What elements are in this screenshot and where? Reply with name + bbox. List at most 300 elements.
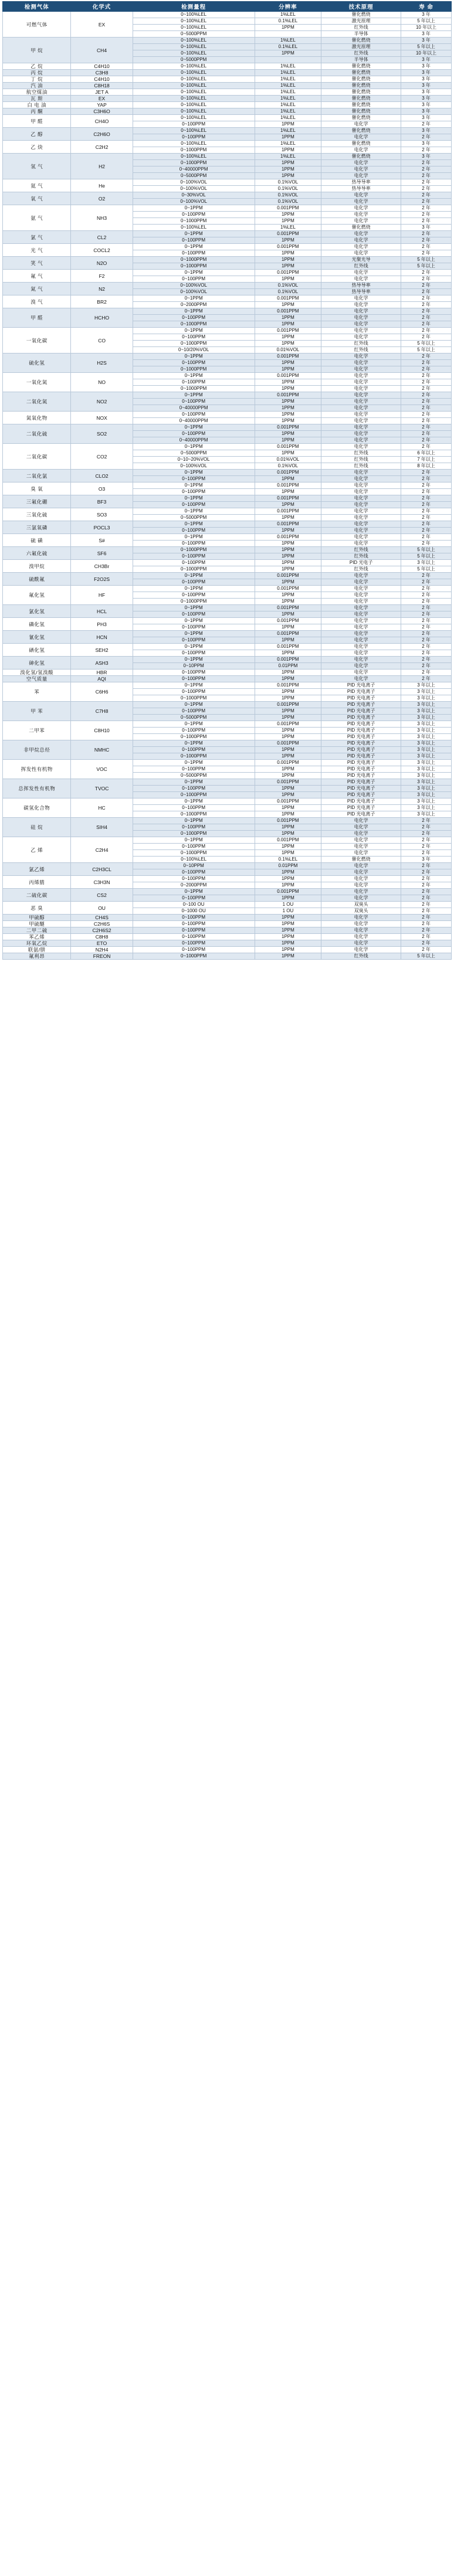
cell-life: 2 年 [401, 392, 452, 399]
cell-range: 0~100PPM [133, 489, 255, 495]
cell-resolution: 1PPM [255, 695, 321, 702]
cell-resolution: 1PPM [255, 895, 321, 902]
cell-life: 5 年以上 [401, 263, 452, 270]
cell-range: 0~100PPM [133, 947, 255, 953]
cell-technology: 催化燃烧 [321, 83, 401, 89]
cell-technology: 电化学 [321, 328, 401, 334]
cell-life: 2 年 [401, 399, 452, 405]
cell-technology: 电化学 [321, 876, 401, 882]
cell-range: 0~100%VOL [133, 463, 255, 470]
cell-resolution: 1PPM [255, 315, 321, 321]
cell-technology: 电化学 [321, 412, 401, 418]
cell-resolution: 1PPM [255, 773, 321, 779]
cell-life: 3 年以上 [401, 702, 452, 708]
table-row [3, 953, 452, 960]
cell-range: 0~1PPM [133, 231, 255, 237]
cell-technology: 电化学 [321, 270, 401, 276]
cell-range: 0~100PPM [133, 934, 255, 940]
table-row [3, 837, 452, 844]
cell-technology: 电化学 [321, 844, 401, 850]
cell-technology: 电化学 [321, 515, 401, 521]
cell-resolution: 1PPM [255, 553, 321, 560]
cell-technology: 催化燃烧 [321, 76, 401, 83]
table-row [3, 283, 452, 289]
cell-technology: 半导体 [321, 31, 401, 38]
cell-formula: NOX [71, 412, 133, 424]
cell-formula: C2H3CL [71, 863, 133, 876]
cell-formula: O2 [71, 192, 133, 205]
cell-range: 0~1PPM [133, 270, 255, 276]
cell-resolution: 1PPM [255, 947, 321, 953]
cell-resolution: 1%LEL [255, 154, 321, 160]
cell-life: 2 年 [401, 624, 452, 631]
cell-range: 0~40000PPM [133, 166, 255, 173]
cell-technology: 红外线 [321, 566, 401, 573]
cell-formula: N2H4 [71, 947, 133, 953]
header-life: 寿 命 [401, 2, 452, 12]
cell-gas-name: 甲硫醇 [3, 915, 71, 921]
cell-resolution: 1PPM [255, 670, 321, 676]
cell-resolution: 0.001PPM [255, 521, 321, 528]
cell-range: 0~5000PPM [133, 715, 255, 721]
cell-range: 0~100PPM [133, 553, 255, 560]
cell-gas-name: 氟化氢 [3, 586, 71, 605]
cell-range: 0~100PPM [133, 476, 255, 482]
cell-technology: 电化学 [321, 599, 401, 605]
cell-life: 2 年 [401, 902, 452, 908]
cell-life: 2 年 [401, 586, 452, 592]
cell-technology: 电化学 [321, 521, 401, 528]
cell-life: 2 年 [401, 308, 452, 315]
table-row [3, 682, 452, 689]
cell-range: 0~100%LEL [133, 70, 255, 76]
cell-formula: C6H6 [71, 682, 133, 702]
cell-formula: C2H6S [71, 921, 133, 927]
cell-life: 2 年 [401, 599, 452, 605]
cell-range: 0~100PPM [133, 541, 255, 547]
cell-technology: 红外线 [321, 547, 401, 553]
cell-technology: 电化学 [321, 354, 401, 360]
cell-range: 0~1PPM [133, 521, 255, 528]
cell-life: 2 年 [401, 424, 452, 431]
cell-formula: H2S [71, 354, 133, 373]
cell-life: 2 年 [401, 482, 452, 489]
cell-life: 2 年 [401, 495, 452, 502]
cell-formula: AQI [71, 676, 133, 682]
cell-life: 3 年以上 [401, 805, 452, 811]
cell-life: 3 年以上 [401, 682, 452, 689]
cell-technology: 电化学 [321, 160, 401, 166]
cell-life: 10 年以上 [401, 50, 452, 57]
cell-technology: 电化学 [321, 192, 401, 199]
cell-gas-name: 氢 气 [3, 154, 71, 179]
cell-technology: 电化学 [321, 199, 401, 205]
cell-life: 8 年以上 [401, 463, 452, 470]
cell-formula: TVOC [71, 779, 133, 798]
cell-resolution: 1PPM [255, 599, 321, 605]
cell-range: 0~1PPM [133, 295, 255, 302]
cell-range: 0~100%VOL [133, 289, 255, 295]
cell-life: 2 年 [401, 328, 452, 334]
cell-range: 0~100PPM [133, 786, 255, 792]
cell-gas-name: 环氧乙烷 [3, 940, 71, 947]
cell-technology: 红外线 [321, 450, 401, 457]
cell-life: 3 年以上 [401, 792, 452, 798]
cell-gas-name: 乙 醇 [3, 128, 71, 141]
cell-gas-name: 六氟化硫 [3, 547, 71, 560]
cell-range: 0~100%LEL [133, 89, 255, 96]
table-row [3, 270, 452, 276]
table-row [3, 412, 452, 418]
cell-resolution: 1PPM [255, 734, 321, 740]
cell-gas-name: 非甲烷总烃 [3, 740, 71, 760]
header-resolution: 分辨率 [255, 2, 321, 12]
cell-technology: 红外线 [321, 457, 401, 463]
cell-life: 2 年 [401, 444, 452, 450]
cell-resolution: 0.1%VOL [255, 192, 321, 199]
cell-range: 0~1000PPM [133, 218, 255, 225]
cell-life: 2 年 [401, 908, 452, 915]
table-row [3, 115, 452, 121]
cell-life: 6 年以上 [401, 450, 452, 457]
cell-life: 2 年 [401, 863, 452, 869]
cell-gas-name: 硅 烷 [3, 818, 71, 837]
cell-resolution: 0.1%LEL [255, 18, 321, 25]
cell-technology: 电化学 [321, 476, 401, 482]
cell-formula: ETO [71, 940, 133, 947]
cell-life: 3 年 [401, 115, 452, 121]
table-row [3, 740, 452, 747]
cell-resolution: 1PPM [255, 250, 321, 257]
cell-resolution: 0.001PPM [255, 798, 321, 805]
cell-resolution: 1PPM [255, 824, 321, 831]
cell-range: 0~1000PPM [133, 792, 255, 798]
cell-life: 2 年 [401, 476, 452, 482]
cell-resolution: 0.001PPM [255, 534, 321, 541]
cell-technology: 电化学 [321, 212, 401, 218]
cell-gas-name: 丙烯腈 [3, 876, 71, 889]
cell-gas-name: 氮氧化物 [3, 412, 71, 424]
cell-formula: BF3 [71, 495, 133, 508]
cell-gas-name: 氯乙烯 [3, 863, 71, 876]
cell-gas-name: 溴化氢/氢溴酸 [3, 670, 71, 676]
cell-resolution: 1PPM [255, 541, 321, 547]
cell-resolution: 1%LEL [255, 225, 321, 231]
cell-formula: PH3 [71, 618, 133, 631]
cell-formula: HBR [71, 670, 133, 676]
table-row [3, 12, 452, 18]
cell-formula: CH4S [71, 915, 133, 921]
cell-range: 0~100PPM [133, 637, 255, 644]
table-row [3, 676, 452, 682]
cell-range: 0~100%LEL [133, 44, 255, 50]
cell-gas-name: 白 电 油 [3, 102, 71, 108]
cell-resolution: 1PPM [255, 805, 321, 811]
cell-technology: 电化学 [321, 379, 401, 386]
table-row [3, 657, 452, 663]
cell-life: 2 年 [401, 231, 452, 237]
cell-resolution: 1PPM [255, 25, 321, 31]
cell-resolution: 0.001PPM [255, 354, 321, 360]
cell-gas-name: 溴 气 [3, 295, 71, 308]
cell-range: 0~100%LEL [133, 108, 255, 115]
header-gas-name: 检测气体 [3, 2, 71, 12]
cell-formula: NO [71, 373, 133, 392]
cell-range: 0~1PPM [133, 470, 255, 476]
cell-range: 0~1PPM [133, 482, 255, 489]
cell-life: 2 年 [401, 508, 452, 515]
table-row [3, 179, 452, 186]
cell-range: 0~5000PPM [133, 173, 255, 179]
cell-life: 2 年 [401, 386, 452, 392]
cell-life: 3 年以上 [401, 811, 452, 818]
cell-gas-name: 甲 醛 [3, 308, 71, 328]
cell-range: 0~100%VOL [133, 179, 255, 186]
cell-technology: 催化燃烧 [321, 141, 401, 147]
cell-range: 0~100PPM [133, 212, 255, 218]
cell-technology: 激光原理 [321, 44, 401, 50]
cell-formula: POCL3 [71, 521, 133, 534]
cell-technology: PID 光电离子 [321, 792, 401, 798]
cell-life: 2 年 [401, 334, 452, 341]
cell-technology: 电化学 [321, 850, 401, 857]
table-row [3, 83, 452, 89]
cell-range: 0~100PPM [133, 276, 255, 283]
cell-life: 2 年 [401, 283, 452, 289]
cell-life: 2 年 [401, 921, 452, 927]
table-row [3, 102, 452, 108]
table-row [3, 940, 452, 947]
cell-resolution: 1PPM [255, 953, 321, 960]
cell-gas-name: 甲 醛 [3, 115, 71, 128]
cell-range: 0~100PPM [133, 237, 255, 244]
cell-formula: CO2 [71, 444, 133, 470]
cell-formula: FREON [71, 953, 133, 960]
cell-formula: EX [71, 96, 133, 102]
cell-technology: 红外线 [321, 347, 401, 354]
cell-range: 0~100%LEL [133, 50, 255, 57]
cell-gas-name: 二甲苯 [3, 721, 71, 740]
cell-resolution: 1PPM [255, 257, 321, 263]
cell-life: 3 年 [401, 154, 452, 160]
cell-technology: 电化学 [321, 205, 401, 212]
cell-technology: 电化学 [321, 934, 401, 940]
cell-resolution: 1%LEL [255, 12, 321, 18]
cell-life: 2 年 [401, 850, 452, 857]
table-row [3, 373, 452, 379]
cell-resolution: 1PPM [255, 940, 321, 947]
cell-life: 2 年 [401, 515, 452, 521]
cell-resolution: 1PPM [255, 263, 321, 270]
cell-life: 2 年 [401, 663, 452, 670]
cell-formula: C8H10 [71, 721, 133, 740]
cell-life: 2 年 [401, 295, 452, 302]
cell-technology: 电化学 [321, 386, 401, 392]
cell-resolution: 1%LEL [255, 108, 321, 115]
cell-technology: PID 光电离子 [321, 695, 401, 702]
cell-resolution: 1PPM [255, 850, 321, 857]
cell-formula: N2 [71, 283, 133, 295]
cell-technology: 电化学 [321, 663, 401, 670]
cell-resolution: 1%LEL [255, 141, 321, 147]
cell-technology: 电化学 [321, 334, 401, 341]
cell-resolution: 0.001PPM [255, 702, 321, 708]
cell-life: 2 年 [401, 844, 452, 850]
cell-resolution: 0.001PPM [255, 205, 321, 212]
cell-gas-name: 氮 气 [3, 283, 71, 295]
table-row [3, 889, 452, 895]
cell-life: 3 年 [401, 70, 452, 76]
cell-technology: PID 光电离子 [321, 786, 401, 792]
cell-resolution [255, 57, 321, 63]
cell-resolution: 1%LEL [255, 76, 321, 83]
cell-resolution: 0.1%VOL [255, 289, 321, 295]
cell-technology: 催化燃烧 [321, 38, 401, 44]
cell-life: 3 年 [401, 12, 452, 18]
table-row [3, 902, 452, 908]
cell-formula: SF6 [71, 547, 133, 560]
cell-formula: CL2 [71, 231, 133, 244]
cell-range: 0~100PPM [133, 134, 255, 141]
cell-technology: PID 光电离子 [321, 760, 401, 766]
cell-range: 0~100%VOL [133, 283, 255, 289]
cell-range: 0~100PPM [133, 844, 255, 850]
table-row [3, 560, 452, 566]
cell-life: 2 年 [401, 147, 452, 154]
cell-resolution: 1PPM [255, 302, 321, 308]
cell-range: 0~1000PPM [133, 160, 255, 166]
table-row [3, 863, 452, 869]
cell-range: 0~1PPM [133, 605, 255, 611]
cell-resolution: 0.001PPM [255, 721, 321, 728]
cell-life: 2 年 [401, 179, 452, 186]
cell-technology: 电化学 [321, 405, 401, 412]
cell-range: 0~100PPM [133, 921, 255, 927]
cell-range: 0~100%VOL [133, 186, 255, 192]
table-row [3, 231, 452, 237]
cell-gas-name: 硒化氢 [3, 644, 71, 657]
cell-range: 0~1000PPM [133, 831, 255, 837]
cell-life: 2 年 [401, 437, 452, 444]
cell-gas-name: 恶 臭 [3, 902, 71, 915]
cell-range: 0~100PPM [133, 624, 255, 631]
cell-technology: 电化学 [321, 134, 401, 141]
cell-gas-name: 氧 气 [3, 192, 71, 205]
cell-formula: C2H6O [71, 128, 133, 141]
cell-life: 5 年以上 [401, 341, 452, 347]
cell-life: 5 年以上 [401, 547, 452, 553]
cell-life: 3 年以上 [401, 740, 452, 747]
cell-life: 2 年 [401, 934, 452, 940]
cell-resolution: 1PPM [255, 811, 321, 818]
cell-range: 0~1000PPM [133, 366, 255, 373]
cell-life: 3 年以上 [401, 798, 452, 805]
cell-range: 0~100PPM [133, 650, 255, 657]
cell-life: 3 年 [401, 83, 452, 89]
cell-technology: 催化燃烧 [321, 63, 401, 70]
cell-gas-name: 二硫化碳 [3, 889, 71, 902]
cell-life: 3 年以上 [401, 695, 452, 702]
cell-life: 2 年 [401, 824, 452, 831]
cell-range: 0~100%LEL [133, 96, 255, 102]
cell-gas-name: 总挥发性有机物 [3, 779, 71, 798]
cell-technology: PID 光电离子 [321, 747, 401, 753]
cell-resolution: 1PPM [255, 528, 321, 534]
cell-gas-name: 光 气 [3, 244, 71, 257]
cell-technology: PID 光电离子 [321, 779, 401, 786]
table-row [3, 779, 452, 786]
cell-gas-name: 磷化氢 [3, 618, 71, 631]
cell-technology: 电化学 [321, 824, 401, 831]
cell-range: 0~100%LEL [133, 857, 255, 863]
cell-resolution: 0.001PPM [255, 270, 321, 276]
cell-formula: SIH4 [71, 818, 133, 837]
cell-range: 0~100%LEL [133, 18, 255, 25]
header-technology: 技术原理 [321, 2, 401, 12]
cell-life: 2 年 [401, 650, 452, 657]
cell-life: 3 年以上 [401, 773, 452, 779]
cell-resolution: 1PPM [255, 611, 321, 618]
cell-gas-name: 乙 炔 [3, 141, 71, 154]
cell-range: 0~1PPM [133, 631, 255, 637]
cell-range: 0~1000PPM [133, 257, 255, 263]
cell-life: 2 年 [401, 379, 452, 386]
cell-range: 0~1000PPM [133, 753, 255, 760]
cell-gas-name: 硫酰氟 [3, 573, 71, 586]
cell-life: 2 年 [401, 541, 452, 547]
cell-resolution: 0.01%VOL [255, 457, 321, 463]
table-row [3, 482, 452, 489]
cell-resolution: 0.001PPM [255, 760, 321, 766]
cell-resolution: 1PPM [255, 882, 321, 889]
cell-life: 3 年 [401, 141, 452, 147]
cell-technology: 热导导率 [321, 289, 401, 295]
cell-range: 0~100PPM [133, 611, 255, 618]
cell-gas-name: 一氧化碳 [3, 328, 71, 354]
cell-life: 2 年 [401, 360, 452, 366]
cell-range: 0~100PPM [133, 708, 255, 715]
cell-range: 0~1PPM [133, 740, 255, 747]
cell-technology: 电化学 [321, 392, 401, 399]
cell-resolution [255, 31, 321, 38]
cell-gas-name: 甲 苯 [3, 702, 71, 721]
cell-range: 0~10PPM [133, 663, 255, 670]
cell-life: 3 年 [401, 63, 452, 70]
cell-resolution: 1PPM [255, 689, 321, 695]
table-row [3, 354, 452, 360]
cell-gas-name: 联氨/肼 [3, 947, 71, 953]
cell-technology: 电化学 [321, 302, 401, 308]
cell-range: 0~100PPM [133, 895, 255, 902]
cell-resolution: 1PPM [255, 412, 321, 418]
cell-resolution: 1%LEL [255, 128, 321, 134]
cell-range: 0~1000PPM [133, 599, 255, 605]
cell-technology: 电化学 [321, 502, 401, 508]
cell-resolution: 1PPM [255, 676, 321, 682]
cell-technology: 电化学 [321, 927, 401, 934]
table-row [3, 798, 452, 805]
cell-resolution: 0.001PPM [255, 618, 321, 624]
cell-formula: BR2 [71, 295, 133, 308]
cell-range: 0~100PPM [133, 869, 255, 876]
cell-resolution: 1PPM [255, 366, 321, 373]
cell-resolution: 0.1%VOL [255, 186, 321, 192]
cell-life: 2 年 [401, 489, 452, 495]
cell-life: 2 年 [401, 431, 452, 437]
cell-life: 2 年 [401, 405, 452, 412]
cell-formula: CO [71, 328, 133, 354]
cell-range: 0~100PPM [133, 676, 255, 682]
